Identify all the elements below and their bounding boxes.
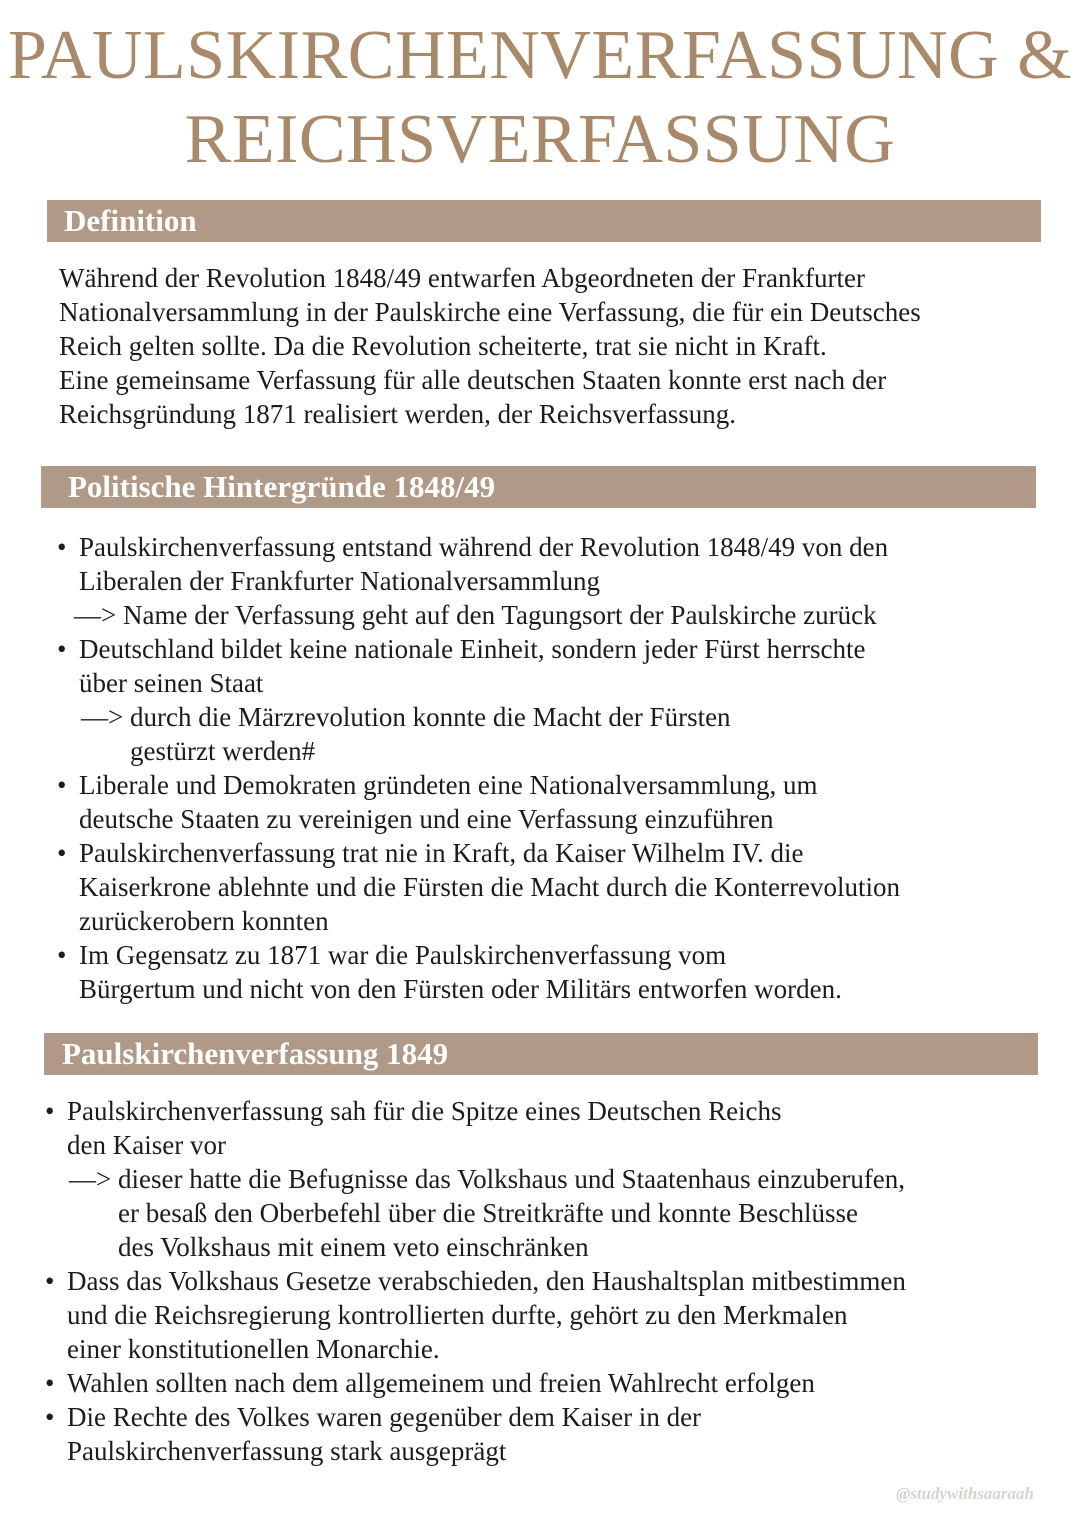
list-item-arrow-continuation: er besaß den Oberbefehl über die Streitkräfte und konnte Beschlüsse	[118, 1198, 858, 1228]
page-title	[0, 14, 1080, 182]
definition-line: Reich gelten sollte. Da die Revolution scheiterte, trat sie nicht in Kraft.	[59, 331, 827, 361]
list-item	[57, 530, 900, 564]
list-item	[45, 1094, 906, 1128]
list-item-continuation: zurückerobern konnten	[79, 906, 329, 936]
bullet-icon: •	[45, 1368, 55, 1398]
list-item-text: Im Gegensatz zu 1871 war die Paulskirchenverfassung vom	[79, 940, 727, 970]
list-item-text: Wahlen sollten nach dem allgemeinem und freien Wahlrecht erfolgen	[67, 1368, 815, 1398]
bullet-icon: •	[57, 634, 67, 664]
list-item	[45, 1264, 906, 1298]
list-item-arrow-note: —> durch die Märzrevolution konnte die Macht der Fürsten	[81, 702, 731, 732]
list-item-text: Paulskirchenverfassung sah für die Spitze eines Deutschen Reichs	[67, 1096, 782, 1126]
list-item	[57, 632, 900, 666]
background-list	[57, 530, 901, 1006]
list-item-continuation: einer konstitutionellen Monarchie.	[67, 1334, 440, 1364]
list-item-text: Paulskirchenverfassung trat nie in Kraft, da Kaiser Wilhelm IV. die	[79, 838, 804, 868]
list-item-continuation: Bürgertum und nicht von den Fürsten oder Militärs entworfen worden.	[79, 974, 842, 1004]
list-item-continuation: und die Reichsregierung kontrollierten durfte, gehört zu den Merkmalen	[67, 1300, 848, 1330]
list-item-continuation: über seinen Staat	[79, 668, 264, 698]
list-item-continuation: Kaiserkrone ablehnte und die Fürsten die Macht durch die Konterrevolution	[79, 872, 901, 902]
list-item-arrow-continuation: des Volkshaus mit einem veto einschränken	[118, 1232, 589, 1262]
page-title-line-2: REICHSVERFASSUNG	[184, 101, 896, 178]
list-item-arrow-note: —> Name der Verfassung geht auf den Tagungsort der Paulskirche zurück	[74, 600, 877, 630]
bullet-icon: •	[57, 838, 67, 868]
list-item-text: Liberale und Demokraten gründeten eine Nationalversammlung, um	[79, 770, 818, 800]
constitution-list	[45, 1094, 906, 1468]
section-heading-definition: Definition	[64, 203, 197, 238]
list-item	[57, 768, 900, 802]
section-header-definition	[47, 200, 1041, 242]
list-item-arrow-note: —> dieser hatte die Befugnisse das Volkshaus und Staatenhaus einzuberufen,	[69, 1164, 906, 1194]
bullet-icon: •	[45, 1096, 55, 1126]
list-item-continuation: deutsche Staaten zu vereinigen und eine Verfassung einzuführen	[79, 804, 774, 834]
list-item	[45, 1366, 906, 1400]
definition-line: Nationalversammlung in der Paulskirche eine Verfassung, die für ein Deutsches	[59, 297, 921, 327]
section-heading-constitution: Paulskirchenverfassung 1849	[62, 1036, 449, 1071]
bullet-icon: •	[45, 1266, 55, 1296]
list-item-arrow-continuation: gestürzt werden#	[130, 736, 316, 766]
bullet-icon: •	[57, 532, 67, 562]
bullet-icon: •	[45, 1402, 55, 1432]
bullet-icon: •	[57, 770, 67, 800]
list-item-text: Dass das Volkshaus Gesetze verabschieden, den Haushaltsplan mitbestimmen	[67, 1266, 906, 1296]
section-header-background	[41, 466, 1036, 508]
definition-line: Eine gemeinsame Verfassung für alle deutschen Staaten konnte erst nach der	[59, 365, 887, 395]
list-item-text: Deutschland bildet keine nationale Einheit, sondern jeder Fürst herrschte	[79, 634, 866, 664]
list-item-text: Die Rechte des Volkes waren gegenüber dem Kaiser in der	[67, 1402, 702, 1432]
page-title-line-1: PAULSKIRCHENVERFASSUNG &	[7, 17, 1073, 94]
definition-line: Reichsgründung 1871 realisiert werden, der Reichsverfassung.	[59, 399, 737, 429]
list-item-text: Paulskirchenverfassung entstand während der Revolution 1848/49 von den	[79, 532, 889, 562]
list-item-continuation: den Kaiser vor	[67, 1130, 226, 1160]
section-heading-background: Politische Hintergründe 1848/49	[68, 469, 496, 504]
list-item	[45, 1400, 906, 1434]
bullet-icon: •	[57, 940, 67, 970]
watermark: @studywithsaaraah	[896, 1484, 1034, 1503]
list-item-continuation: Liberalen der Frankfurter Nationalversammlung	[79, 566, 601, 596]
definition-text	[59, 261, 921, 431]
list-item	[57, 938, 900, 972]
list-item-continuation: Paulskirchenverfassung stark ausgeprägt	[67, 1436, 507, 1466]
section-header-constitution	[44, 1033, 1038, 1075]
list-item	[57, 836, 900, 870]
definition-line: Während der Revolution 1848/49 entwarfen Abgeordneten der Frankfurter	[59, 263, 865, 293]
